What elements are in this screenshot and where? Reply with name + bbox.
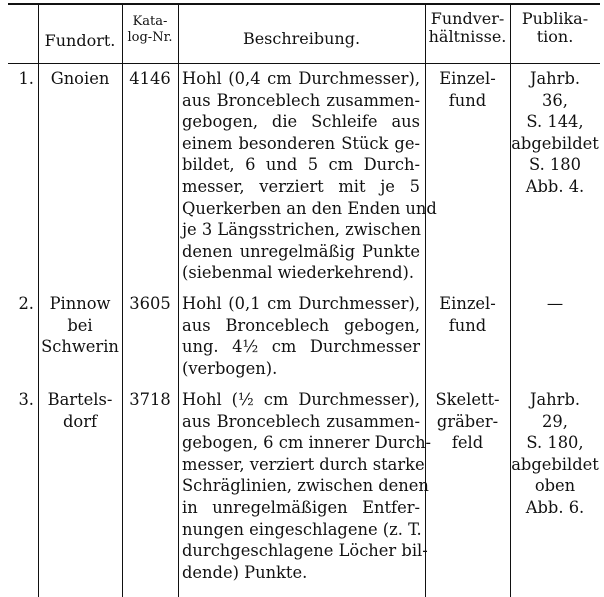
pub-line: 36, bbox=[542, 90, 568, 110]
row-publikation bbox=[510, 68, 600, 198]
desc-line: bildet, 6 und 5 cm Durch- bbox=[182, 155, 420, 175]
header-katalog bbox=[122, 14, 178, 46]
row-beschreibung bbox=[182, 389, 432, 583]
pub-line: 29, bbox=[542, 411, 568, 431]
column-divider bbox=[178, 3, 179, 597]
row-katalog-nr: 3605 bbox=[129, 294, 171, 313]
find-line: Einzel- bbox=[439, 69, 496, 88]
header-beschreibung: Beschreibung. bbox=[242, 29, 361, 48]
desc-line: Querkerben an den Enden und bbox=[182, 198, 437, 218]
place-line: Schwerin bbox=[41, 337, 119, 357]
header-pub-line1: Publika- bbox=[521, 9, 589, 28]
pub-line: Jahrb. bbox=[529, 390, 581, 409]
pub-line: Abb. 4. bbox=[525, 176, 585, 196]
row-number: 3. bbox=[18, 390, 34, 409]
find-line: Einzel- bbox=[439, 294, 496, 313]
find-line: fund bbox=[448, 315, 487, 335]
row-fundort bbox=[38, 68, 122, 90]
pub-line: S. 144, bbox=[526, 112, 584, 132]
desc-line: ung. 4½ cm Durchmesser bbox=[182, 337, 420, 357]
find-line: feld bbox=[451, 433, 484, 453]
row-fundverhaeltnisse bbox=[425, 389, 510, 454]
pub-line: Jahrb. bbox=[529, 69, 581, 88]
desc-line: gebogen, die Schleife aus bbox=[182, 112, 420, 132]
header-pub-line2: tion. bbox=[536, 27, 574, 46]
row-number: 2. bbox=[18, 294, 34, 313]
pub-line: oben bbox=[534, 476, 576, 496]
desc-line: (siebenmal wiederkehrend). bbox=[182, 263, 415, 283]
pub-line: S. 180, bbox=[526, 433, 584, 453]
desc-line: in unregelmäßigen Entfer- bbox=[182, 497, 420, 517]
desc-line: durchgeschlagene Löcher bil- bbox=[182, 541, 428, 561]
header-katalog-line1: Kata- bbox=[132, 14, 168, 29]
row-katalog-nr: 4146 bbox=[129, 69, 171, 88]
find-line: Skelett- bbox=[435, 390, 500, 409]
row-fundverhaeltnisse bbox=[425, 293, 510, 336]
row-beschreibung bbox=[182, 68, 437, 284]
row-publikation bbox=[510, 389, 600, 519]
pub-line: Abb. 6. bbox=[525, 497, 585, 517]
header-fund-line2: hältnisse. bbox=[428, 27, 507, 46]
header-katalog-line2: log-Nr. bbox=[127, 30, 173, 45]
place-line: Pinnow bbox=[49, 294, 111, 313]
header-fundverhaeltnisse bbox=[425, 10, 510, 46]
pub-line: — bbox=[546, 294, 564, 313]
desc-line: (verbogen). bbox=[182, 358, 278, 378]
row-fundort bbox=[38, 293, 122, 358]
header-fundort: Fundort. bbox=[44, 31, 116, 50]
place-line: bei bbox=[67, 315, 93, 335]
desc-line: Hohl (½ cm Durchmesser), bbox=[182, 390, 420, 409]
place-line: dorf bbox=[62, 411, 98, 431]
header-bottom-rule bbox=[8, 63, 600, 64]
pub-line: S. 180 bbox=[529, 155, 581, 175]
desc-line: messer, verziert durch starke bbox=[182, 454, 425, 474]
desc-line: dende) Punkte. bbox=[182, 562, 308, 582]
row-katalog-nr: 3718 bbox=[129, 390, 171, 409]
pub-line: abgebildet bbox=[511, 133, 599, 153]
find-line: fund bbox=[448, 90, 487, 110]
row-number: 1. bbox=[18, 69, 34, 88]
desc-line: nungen eingeschlagene (z. T. bbox=[182, 519, 422, 539]
find-line: gräber- bbox=[436, 411, 499, 431]
place-line: Gnoien bbox=[50, 69, 110, 88]
desc-line: Hohl (0,4 cm Durchmesser), bbox=[182, 69, 420, 88]
row-fundort bbox=[38, 389, 122, 432]
desc-line: gebogen, 6 cm innerer Durch- bbox=[182, 433, 432, 453]
desc-line: denen unregelmäßig Punkte bbox=[182, 241, 420, 261]
desc-line: je 3 Längsstrichen, zwischen bbox=[182, 220, 421, 240]
desc-line: aus Bronceblech zusammen- bbox=[182, 411, 420, 431]
desc-line: aus Bronceblech zusammen- bbox=[182, 90, 420, 110]
place-line: Bartels- bbox=[47, 390, 113, 409]
top-rule bbox=[8, 3, 600, 5]
desc-line: Schräglinien, zwischen denen bbox=[182, 476, 429, 496]
desc-line: messer, verziert mit je 5 bbox=[182, 176, 420, 196]
desc-line: aus Bronceblech gebogen, bbox=[182, 315, 420, 335]
row-publikation bbox=[510, 293, 600, 315]
header-publikation bbox=[510, 10, 600, 46]
row-fundverhaeltnisse bbox=[425, 68, 510, 111]
desc-line: einem besonderen Stück ge- bbox=[182, 133, 420, 153]
pub-line: abgebildet bbox=[511, 454, 599, 474]
row-beschreibung bbox=[182, 293, 420, 379]
header-fund-line1: Fundver- bbox=[430, 9, 505, 28]
desc-line: Hohl (0,1 cm Durchmesser), bbox=[182, 294, 420, 313]
